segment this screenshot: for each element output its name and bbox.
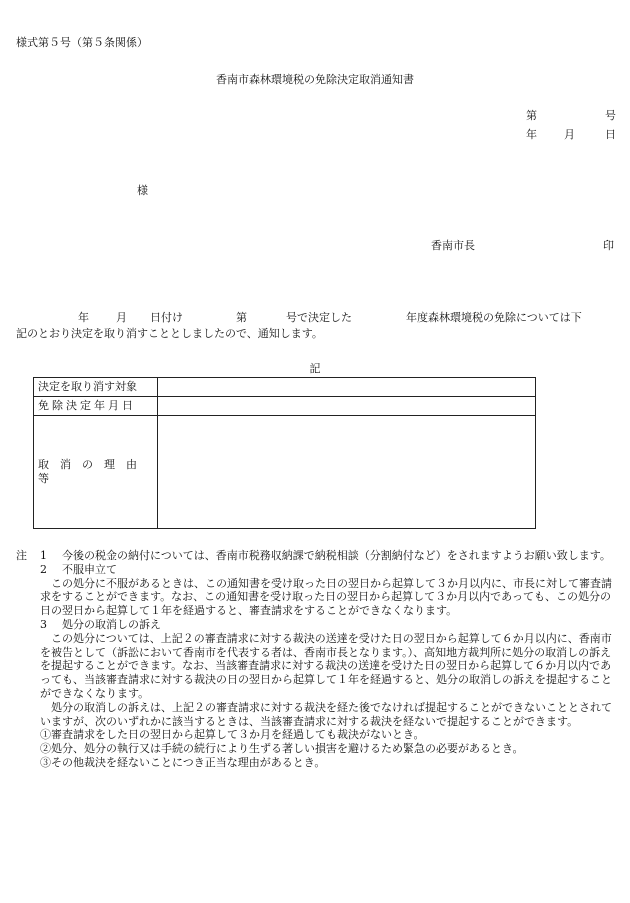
form-number: 様式第５号（第５条関係） bbox=[16, 36, 148, 49]
note-3-title: 処分の取消しの訴え bbox=[62, 617, 161, 631]
row-label: 取消の理由等 bbox=[34, 416, 158, 529]
note-3-item-2: ②処分、処分の執行又は手続の続行により生ずる著しい損害を避けるため緊急の必要があるとき。 bbox=[40, 742, 524, 756]
note-number: 3 bbox=[40, 617, 47, 631]
note-3-item-1: ①審査請求をした日の翌日から起算して３か月を経過しても裁決がないとき。 bbox=[40, 728, 425, 742]
seal-mark: 印 bbox=[603, 239, 614, 252]
date-year: 年 bbox=[526, 128, 537, 141]
body-decided: 号で決定した bbox=[286, 311, 352, 324]
note-1-text: 今後の税金の納付については、香南市税務収納課で納税相談（分割納付など）をされますようお願い致します。 bbox=[62, 549, 611, 562]
body-line2: 記のとおり決定を取り消すこととしましたので、通知します。 bbox=[16, 327, 323, 340]
row-value bbox=[158, 378, 536, 397]
note-number: 2 bbox=[40, 562, 47, 576]
note-3-text-1: この処分については、上記２の審査請求に対する裁決の送達を受けた日の翌日から起算して６か月以内に、香南市を被告として（訴訟において香南市を代表する者は、香南市長となります。）、高知地方裁判所に処分の取消しの訴えを提起することができます。なお、当該審査請求に対する裁決の送達を受けた日の翌日から起算して６か月以内であっても、当該審査請求に対する裁決の日の翌日から起算して１年を経過すると、処分の取消しの訴えを提起することができなくなります。 bbox=[40, 631, 612, 700]
body-day: 日付け bbox=[150, 311, 183, 324]
note-3-item-3: ③その他裁決を経ないことにつき正当な理由があるとき。 bbox=[40, 755, 326, 769]
table-row bbox=[34, 416, 536, 529]
row-value bbox=[158, 416, 536, 529]
row-label: 決定を取り消す対象 bbox=[34, 378, 158, 397]
note-number: 1 bbox=[40, 549, 47, 562]
number-prefix: 第 bbox=[526, 109, 537, 122]
addressee-honorific: 様 bbox=[137, 184, 148, 197]
note-3-text-2: 処分の取消しの訴えは、上記２の審査請求に対する裁決を経た後でなければ提起することができないこととされていますが、次のいずれかに該当するときは、当該審査請求に対する裁決を経ないで提起することができます。 bbox=[40, 700, 612, 728]
table-row bbox=[34, 378, 536, 397]
document-title: 香南市森林環境税の免除決定取消通知書 bbox=[216, 73, 414, 86]
note-2-text: この処分に不服があるときは、この通知書を受け取った日の翌日から起算して３か月以内に、市長に対して審査請求をすることができます。なお、この通知書を受け取った日の翌日から起算して３か月以内であっても、この処分の日の翌日から起算して１年を経過すると、審査請求をすることができなくなります。 bbox=[40, 576, 612, 618]
row-label: 免除決定年月日 bbox=[34, 397, 158, 416]
table-row bbox=[34, 397, 536, 416]
notes-label: 注 bbox=[16, 549, 27, 562]
body-rest: 年度森林環境税の免除については下 bbox=[406, 311, 582, 324]
record-heading: 記 bbox=[309, 362, 321, 375]
body-year: 年 bbox=[78, 311, 89, 324]
notes-section bbox=[16, 549, 616, 770]
number-suffix: 号 bbox=[605, 109, 616, 122]
issuer-title: 香南市長 bbox=[431, 239, 475, 252]
body-no: 第 bbox=[236, 311, 247, 324]
note-2-title: 不服申立て bbox=[62, 562, 117, 576]
record-table bbox=[33, 377, 536, 529]
body-month: 月 bbox=[116, 311, 127, 324]
date-month: 月 bbox=[564, 128, 575, 141]
date-day: 日 bbox=[605, 128, 616, 141]
row-value bbox=[158, 397, 536, 416]
body-paragraph bbox=[16, 310, 616, 342]
